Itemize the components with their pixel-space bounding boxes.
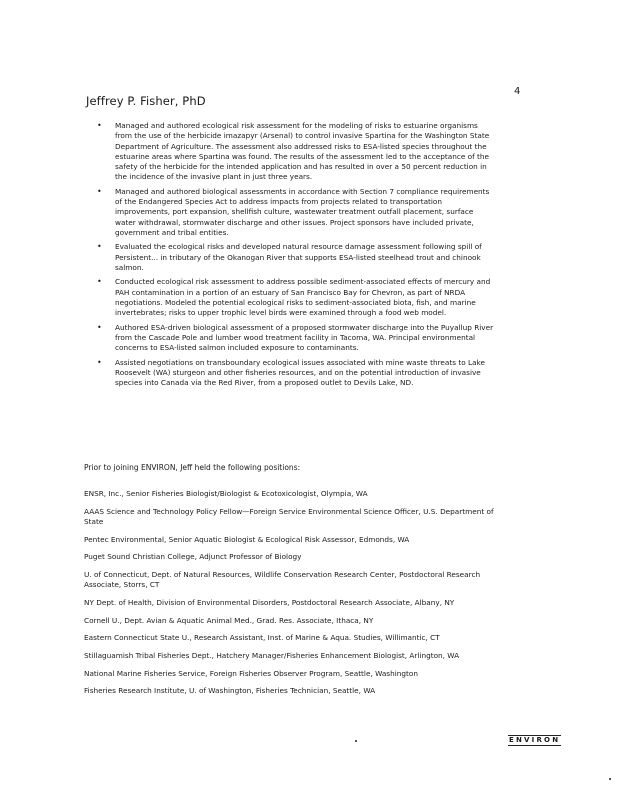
bullet-icon: • (97, 357, 102, 367)
bullet-icon: • (97, 277, 102, 287)
position-item: ENSR, Inc., Senior Fisheries Biologist/Biologist & Ecotoxicologist, Olympia, WA (84, 489, 368, 498)
bullet-item (96, 242, 494, 273)
bullet-text: Assisted negotiations on transboundary ecological issues associated with mine waste threats to Lake Roosevelt (WA) sturgeon and other fisheries resources, and on the potential introduction of invasive species into Canada via the Red River, from a proposed outlet to Devils Lake, ND. (115, 357, 485, 388)
bullet-item (96, 277, 494, 318)
position-item: Eastern Connecticut State U., Research Assistant, Inst. of Marine & Aqua. Studies, Willimantic, CT (84, 633, 440, 643)
position-item: National Marine Fisheries Service, Foreign Fisheries Observer Program, Seattle, Washington (84, 668, 418, 678)
footer-mark (355, 740, 357, 742)
bullet-item (96, 187, 494, 238)
position-item: Stillaguamish Tribal Fisheries Dept., Hatchery Manager/Fisheries Enhancement Biologist, Arlington, WA (84, 651, 460, 661)
bullet-text: Managed and authored ecological risk assessment for the modeling of risks to estuarine organisms from the use of the herbicide imazapyr (Arsenal) to control invasive Spartina for the Washington State Department of Agriculture. The assessment also addressed risks to ESA-listed species throughout the estuarine areas where Spartina was found. The results of the assessment led to the acceptance of the safety of the herbicide for the intended application and has resulted in over a 50 percent reduction in the incidence of the invasive plant in just three years. (115, 121, 490, 182)
page-number: 4 (514, 86, 521, 97)
corner-mark (609, 778, 611, 780)
position-item: Cornell U., Dept. Avian & Aquatic Animal Med., Grad. Res. Associate, Ithaca, NY (84, 615, 374, 625)
bullet-icon: • (97, 322, 102, 332)
position-item: NY Dept. of Health, Division of Environmental Disorders, Postdoctoral Research Associate, Albany, NY (84, 598, 455, 608)
bullet-text: Evaluated the ecological risks and developed natural resource damage assessment following spill of Persistent... in tributary of the Okanogan River that supports ESA-listed steelhead trout and chinook salmon. (115, 242, 482, 273)
position-item: Fisheries Research Institute, U. of Washington, Fisheries Technician, Seattle, WA (84, 686, 376, 696)
bullet-icon: • (97, 186, 102, 196)
bullet-text: Conducted ecological risk assessment to address possible sediment-associated effects of mercury and PAH contamination in a portion of an estuary of San Francisco Bay for Chevron, as part of NRDA negotiations. Modeled the potential ecological risks to sediment-associated biota, fish, and marine invertebrates; risks to upper trophic level birds were examined through a food web model. (115, 277, 491, 318)
position-item: AAAS Science and Technology Policy Fellow—Foreign Service Environmental Science Officer, U.S. Department of State (84, 506, 494, 526)
bullet-item (96, 121, 494, 183)
position-item: U. of Connecticut, Dept. of Natural Resources, Wildlife Conservation Research Center, Postdoctoral Research Associate, Storrs, CT (84, 570, 481, 590)
bullet-text: Authored ESA-driven biological assessment of a proposed stormwater discharge into the Puyallup River from the Cascade Pole and lumber wood treatment facility in Tacoma, WA. Principal environmental concerns to ESA-listed salmon included exposure to contaminants. (115, 322, 494, 353)
bullet-icon: • (97, 121, 102, 130)
header-name: Jeffrey P. Fisher, PhD (86, 94, 206, 108)
bullet-icon: • (97, 242, 102, 252)
bullet-item (96, 358, 494, 389)
environ-logo: ENVIRON (509, 736, 561, 744)
positions-list (84, 489, 494, 704)
bullet-item (96, 323, 494, 354)
position-item: Puget Sound Christian College, Adjunct Professor of Biology (84, 552, 302, 562)
positions-intro: Prior to joining ENVIRON, Jeff held the following positions: (84, 463, 301, 472)
bullet-text: Managed and authored biological assessments in accordance with Section 7 compliance requirements of the Endangered Species Act to address impacts from projects related to transportation improvements, port expansion, shellfish culture, wastewater treatment outfall placement, surface water withdrawal, stormwater discharge and other issues. Project sponsors have included private, government and tribal entities. (115, 186, 490, 238)
position-item: Pentec Environmental, Senior Aquatic Biologist & Ecological Risk Assessor, Edmonds, WA (84, 534, 410, 544)
experience-bullet-list (96, 121, 494, 393)
